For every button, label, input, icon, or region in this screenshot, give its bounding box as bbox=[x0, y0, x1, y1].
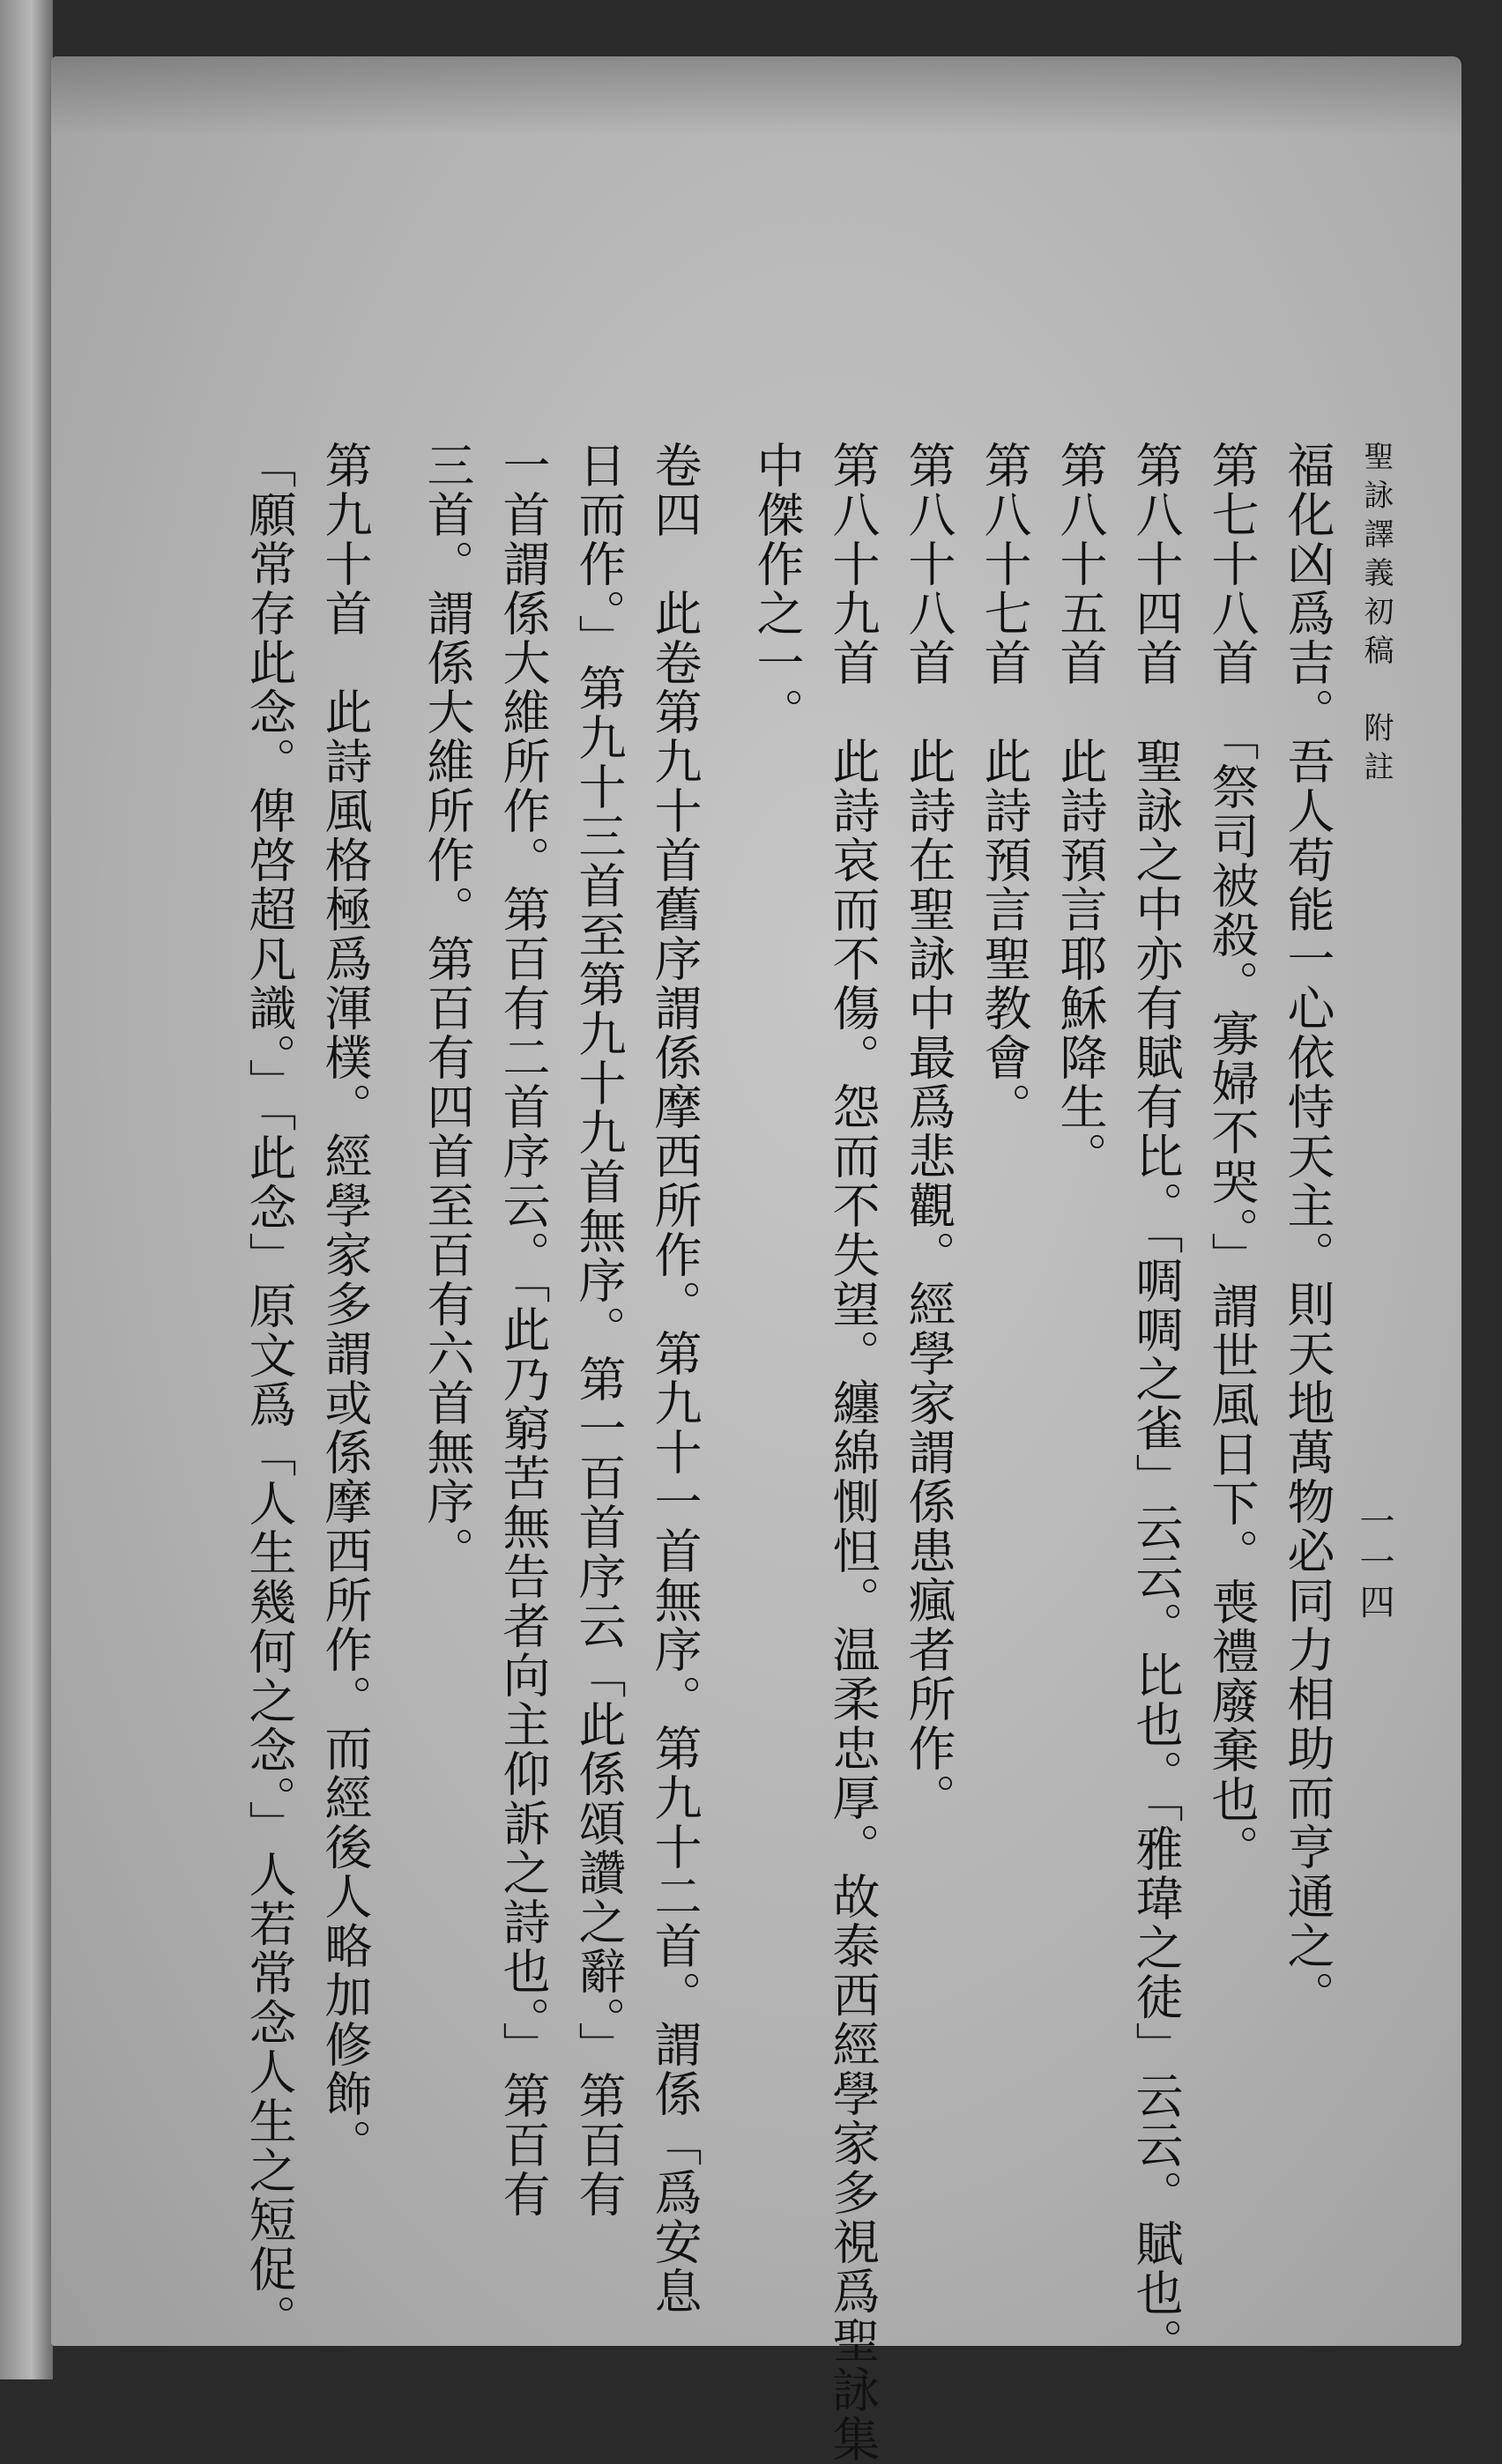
text-column-3: 第八十四首 聖詠之中亦有賦有比。「啁啁之雀」云云。比也。「雅瑋之徒」云云。賦也。 bbox=[1128, 441, 1184, 2367]
text-column-6: 第八十八首 此詩在聖詠中最爲悲觀。經學家謂係患瘋者所作。 bbox=[901, 441, 956, 1822]
text-column-14: 「願常存此念。俾啓超凡識。」「此念」原文爲「人生幾何之念。」人若常念人生之短促。 bbox=[242, 441, 297, 2343]
text-column-10: 日而作。」第九十三首至第九十九首無序。第一百首序云「此係頌讚之辭。」第百有 bbox=[571, 441, 627, 2219]
facing-page-edge bbox=[0, 0, 53, 2379]
column-spacer bbox=[383, 441, 409, 2115]
text-columns bbox=[231, 441, 1407, 2464]
text-column-8: 中傑作之一。 bbox=[749, 441, 805, 737]
text-column-4: 第八十五首 此詩預言耶穌降生。 bbox=[1052, 441, 1108, 1181]
text-column-12: 三首。謂係大維所作。第百有四首至百有六首無序。 bbox=[420, 441, 475, 1576]
text-column-13: 第九十首 此詩風格極爲渾樸。經學家多謂或係摩西所作。而經後人略加修飾。 bbox=[317, 441, 373, 2168]
text-column-5: 第八十七首 此詩預言聖教會。 bbox=[977, 441, 1032, 1132]
column-spacer bbox=[712, 441, 739, 2115]
page-shadow bbox=[51, 56, 1461, 136]
text-column-1: 福化凶爲吉。吾人苟能一心依恃天主。則天地萬物必同力相助而亨通之。 bbox=[1280, 441, 1335, 2020]
text-column-9: 卷四 此卷第九十首舊序謂係摩西所作。第九十一首無序。第九十二首。謂係「爲安息 bbox=[647, 441, 703, 2316]
text-column-7: 第八十九首 此詩哀而不傷。怨而不失望。纏綿惻怛。温柔忠厚。故泰西經學家多視爲聖詠集 bbox=[825, 441, 881, 2464]
page-number: 一一四 bbox=[1354, 1503, 1394, 1624]
running-title: 聖詠譯義初稿 附註 bbox=[1358, 441, 1394, 790]
text-column-11: 一首謂係大維所作。第百有二首序云。「此乃窮苦無告者向主仰訴之詩也。」第百有 bbox=[495, 441, 551, 2219]
text-column-2: 第七十八首 「祭司被殺。寡婦不哭。」謂世風日下。喪禮廢棄也。 bbox=[1204, 441, 1260, 1874]
